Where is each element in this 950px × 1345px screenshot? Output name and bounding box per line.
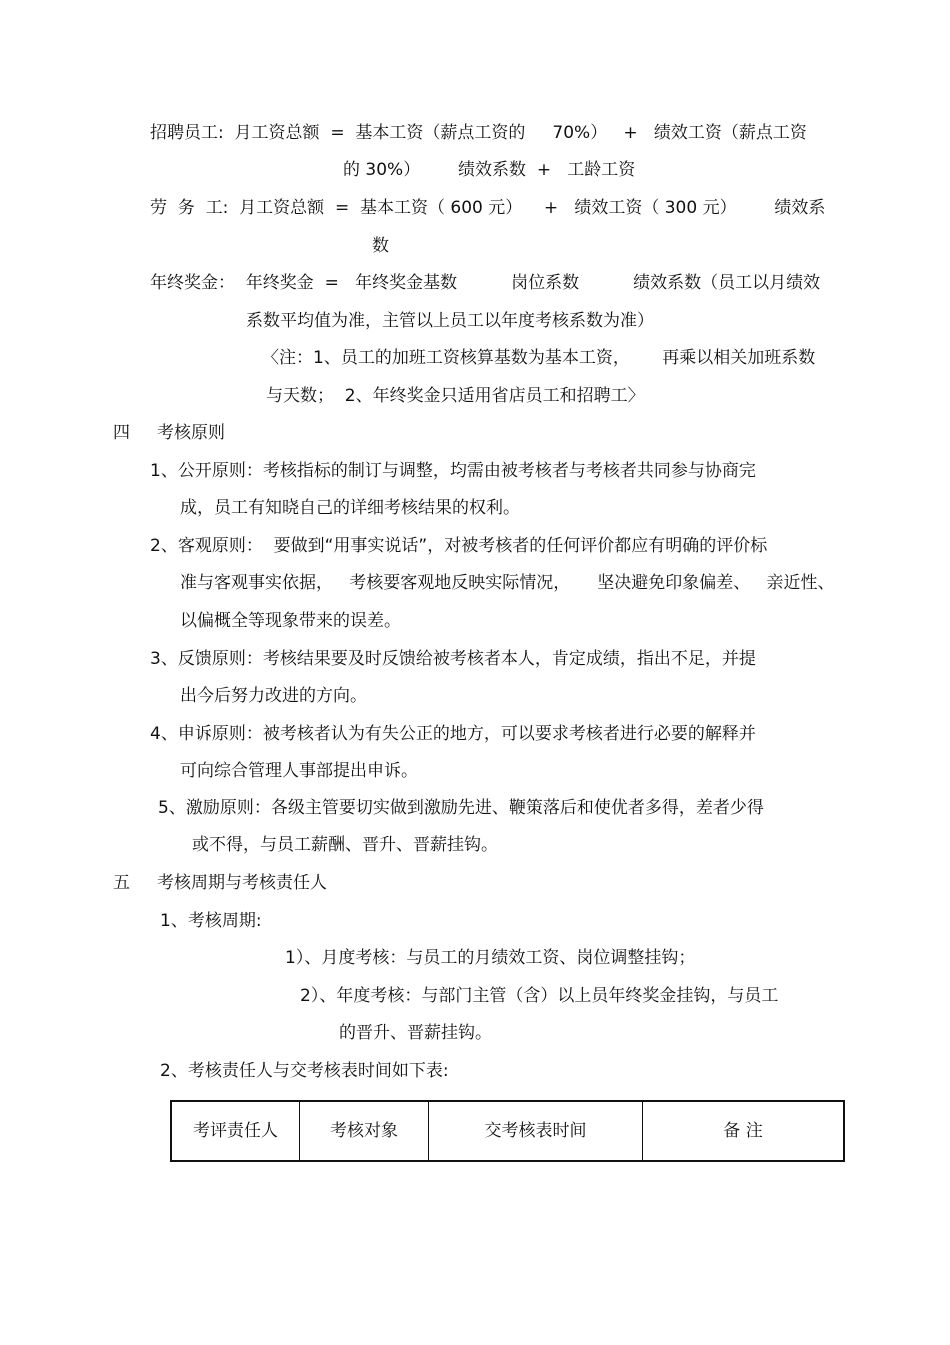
table-header-cell: 考评责任人 (171, 1101, 300, 1161)
cycle-annual-cont: 的晋升、晋薪挂钩。 (339, 1023, 492, 1043)
principle-4: 4、申诉原则：被考核者认为有失公正的地方，可以要求考核者进行必要的解释并 (150, 724, 756, 744)
responsible-table-intro: 2、考核责任人与交考核表时间如下表: (160, 1061, 449, 1081)
year-end-bonus-formula-cont: 系数平均值为准，主管以上员工以年度考核系数为准） (246, 311, 654, 331)
salary-formula-labor: 劳 务 工: 月工资总额 = 基本工资（ 600 元） + 绩效工资（ 300 元） 绩效系 (150, 198, 826, 218)
year-end-bonus-formula: 年终奖金： 年终奖金 = 年终奖金基数 岗位系数 绩效系数（员工以月绩效 (150, 273, 821, 293)
cycle-heading: 1、考核周期: (160, 911, 262, 931)
cycle-annual: 2）、年度考核：与部门主管（含）以上员年终奖金挂钩，与员工 (300, 986, 779, 1006)
table-header-row (171, 1101, 844, 1161)
note-line-1: 〈注：1、员工的加班工资核算基数为基本工资， 再乘以相关加班系数 (262, 348, 816, 368)
principle-5-cont: 或不得，与员工薪酬、晋升、晋薪挂钩。 (192, 835, 498, 855)
principle-3-cont: 出今后努力改进的方向。 (180, 686, 367, 706)
responsibility-table (170, 1100, 845, 1162)
principle-4-cont: 可向综合管理人事部提出申诉。 (180, 761, 418, 781)
salary-formula-recruited: 招聘员工: 月工资总额 = 基本工资（薪点工资的 70%） + 绩效工资（薪点工资 (150, 123, 807, 143)
principle-5: 5、激励原则：各级主管要切实做到激励先进、鞭策落后和使优者多得，差者少得 (158, 798, 764, 818)
section-heading-5: 五 考核周期与考核责任人 (113, 873, 328, 893)
principle-2-cont-2: 以偏概全等现象带来的误差。 (180, 611, 401, 631)
salary-formula-labor-cont: 数 (372, 236, 389, 256)
table-header-cell: 交考核表时间 (429, 1101, 643, 1161)
salary-formula-recruited-cont: 的 30%） 绩效系数 + 工龄工资 (343, 160, 636, 180)
principle-1: 1、公开原则：考核指标的制订与调整，均需由被考核者与考核者共同参与协商完 (150, 461, 756, 481)
cycle-monthly: 1）、月度考核：与员工的月绩效工资、岗位调整挂钩； (285, 948, 696, 968)
table-header-cell: 备 注 (643, 1101, 845, 1161)
principle-2-cont-1: 准与客观事实依据， 考核要客观地反映实际情况， 坚决避免印象偏差、 亲近性、 (180, 573, 835, 593)
section-heading-4: 四 考核原则 (113, 423, 226, 443)
principle-1-cont: 成，员工有知晓自己的详细考核结果的权利。 (180, 498, 520, 518)
principle-3: 3、反馈原则：考核结果要及时反馈给被考核者本人，肯定成绩，指出不足，并提 (150, 649, 756, 669)
principle-2: 2、客观原则： 要做到“用事实说话”，对被考核者的任何评价都应有明确的评价标 (150, 536, 768, 556)
table-header-cell: 考核对象 (300, 1101, 429, 1161)
note-line-2: 与天数； 2、年终奖金只适用省店员工和招聘工〉 (266, 386, 645, 406)
